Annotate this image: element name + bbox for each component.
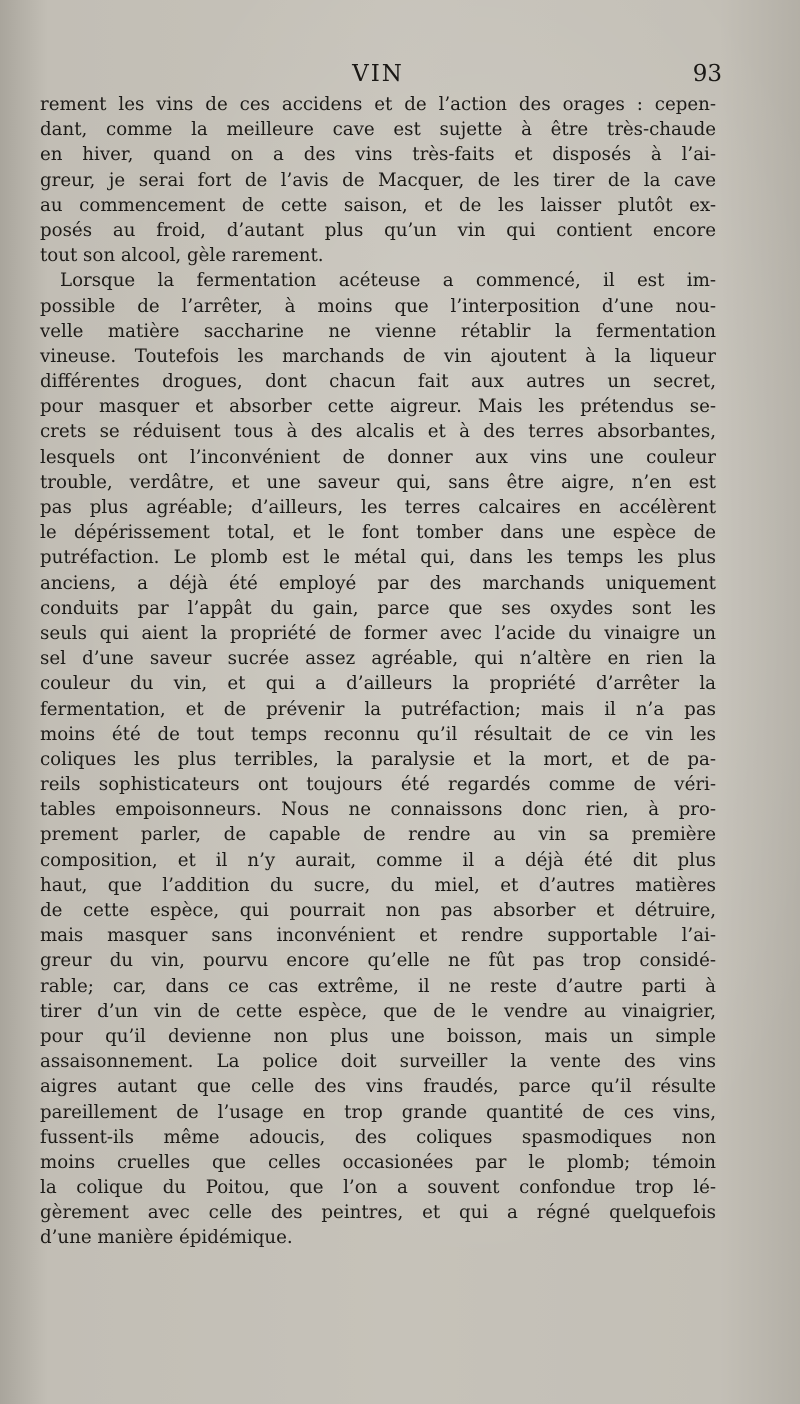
text-line: possible de l’arrêter, à moins que l’interposition d’une nou- [40, 295, 716, 317]
text-line: prement parler, de capable de rendre au vin sa première [40, 824, 716, 846]
text-line: pour qu’il devienne non plus une boisson, mais un simple [40, 1025, 716, 1047]
text-line: aigres autant que celle des vins fraudés, parce qu’il résulte [40, 1076, 716, 1098]
text-line: rement les vins de ces accidens et de l’action des orages : cepen- [40, 94, 716, 115]
text-line: pour masquer et absorber cette aigreur. Mais les prétendus se- [40, 396, 716, 418]
text-line: crets se réduisent tous à des alcalis et à des terres absorbantes, [40, 421, 716, 443]
text-line: différentes drogues, dont chacun fait aux autres un secret, [40, 371, 716, 393]
text-line: coliques les plus terribles, la paralysie et la mort, et de pa- [40, 748, 716, 770]
body-text [40, 92, 716, 1251]
running-head [40, 56, 722, 92]
text-line: composition, et il n’y aurait, comme il a déjà été dit plus [40, 849, 716, 871]
text-line: trouble, verdâtre, et une saveur qui, sans être aigre, n’en est [40, 471, 716, 493]
text-line: lesquels ont l’inconvénient de donner aux vins une couleur [40, 446, 716, 468]
text-line: anciens, a déjà été employé par des marchands uniquement [40, 572, 716, 594]
text-line: greur, je serai fort de l’avis de Macquer, de les tirer de la cave [40, 169, 716, 191]
text-line: sel d’une saveur sucrée assez agréable, qui n’altère en rien la [40, 648, 716, 670]
text-line: moins cruelles que celles occasionées par le plomb; témoin [40, 1151, 716, 1173]
text-line: gèrement avec celle des peintres, et qui a régné quelquefois [40, 1202, 716, 1224]
text-line: au commencement de cette saison, et de les laisser plutôt ex- [40, 194, 716, 216]
text-line: moins été de tout temps reconnu qu’il résultait de ce vin les [40, 723, 716, 745]
text-line: seuls qui aient la propriété de former avec l’acide du vinaigre un [40, 622, 716, 644]
text-line: la colique du Poitou, que l’on a souvent confondue trop lé- [40, 1177, 716, 1199]
text-line: greur du vin, pourvu encore qu’elle ne fût pas trop considé- [40, 950, 716, 972]
text-line: dant, comme la meilleure cave est sujette à être très-chaude [40, 119, 716, 141]
text-line: tables empoisonneurs. Nous ne connaissons donc rien, à pro- [40, 799, 716, 821]
text-line: d’une manière épidémique. [40, 1227, 293, 1249]
running-head-title: VIN [352, 61, 404, 87]
text-line: conduits par l’appât du gain, parce que ses oxydes sont les [40, 597, 716, 619]
page-number: 93 [692, 61, 722, 87]
text-line: Lorsque la fermentation acéteuse a commencé, il est im- [60, 270, 716, 292]
text-line: tirer d’un vin de cette espèce, que de le vendre au vinaigrier, [40, 1000, 716, 1022]
text-line: haut, que l’addition du sucre, du miel, et d’autres matières [40, 874, 716, 896]
text-line: de cette espèce, qui pourrait non pas absorber et détruire, [40, 900, 716, 921]
text-line: fussent-ils même adoucis, des coliques spasmodiques non [40, 1126, 716, 1148]
text-line: posés au froid, d’autant plus qu’un vin qui contient encore [40, 219, 716, 241]
text-line: couleur du vin, et qui a d’ailleurs la propriété d’arrêter la [40, 673, 716, 695]
text-line: rable; car, dans ce cas extrême, il ne reste d’autre parti à [40, 975, 716, 997]
text-line: tout son alcool, gèle rarement. [40, 245, 324, 267]
text-line: fermentation, et de prévenir la putréfaction; mais il n’a pas [40, 698, 716, 720]
text-line: en hiver, quand on a des vins très-faits et disposés à l’ai- [40, 144, 716, 166]
text-line: velle matière saccharine ne vienne rétablir la fermentation [40, 320, 716, 342]
text-line: putréfaction. Le plomb est le métal qui, dans les temps les plus [40, 547, 716, 569]
text-line: pareillement de l’usage en trop grande quantité de ces vins, [40, 1101, 716, 1123]
text-line: le dépérissement total, et le font tomber dans une espèce de [40, 522, 716, 544]
text-line: reils sophisticateurs ont toujours été regardés comme de véri- [40, 774, 716, 796]
text-line: mais masquer sans inconvénient et rendre supportable l’ai- [40, 925, 716, 947]
text-line: pas plus agréable; d’ailleurs, les terres calcaires en accélèrent [40, 497, 716, 518]
text-line: assaisonnement. La police doit surveiller la vente des vins [40, 1051, 716, 1073]
text-line: vineuse. Toutefois les marchands de vin ajoutent à la liqueur [40, 345, 716, 367]
